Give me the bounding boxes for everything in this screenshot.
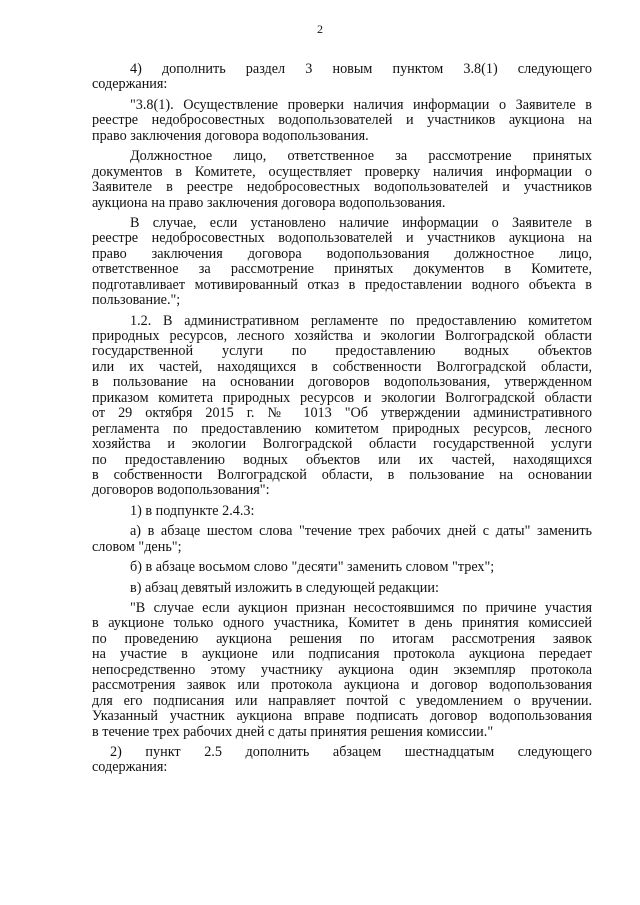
text-line: В случае, если установлено наличие информации о Заявителе в <box>130 214 592 231</box>
text-line: Заявителе в реестре недобросовестных водопользователей и участников <box>92 179 592 196</box>
text-line: 1) в подпункте 2.4.3: <box>130 502 255 519</box>
text-line: природных ресурсов, лесного хозяйства и экологии Волгоградской области <box>92 328 592 344</box>
text-line: в пользование на основании договоров водопользования, утвержденном <box>92 374 592 391</box>
paragraph <box>92 504 592 519</box>
text-line: в собственности Волгоградской области, в пользование на основании <box>92 466 592 483</box>
text-line: "В случае если аукцион признан несостоявшимся по причине участия <box>130 600 592 616</box>
text-line: б) в абзаце восьмом слово "десяти" заменить словом "трех"; <box>130 559 495 576</box>
text-line: реестре недобросовестных водопользователей и участников аукциона на <box>92 230 592 247</box>
text-line: содержания: <box>92 759 168 776</box>
text-line: в аукционе только одного участника, Комитет в день принятия комиссией <box>92 615 592 632</box>
text-line: Указанный участник аукциона вправе подписать договор водопользования <box>92 708 592 725</box>
text-line: от 29 октября 2015 г. № 1013 "Об утверждении административного <box>92 405 592 422</box>
text-line: на участие в аукционе или подписания протокола аукциона передает <box>92 646 592 663</box>
text-line: рассмотрения заявок или протокола аукциона и договор водопользования <box>92 677 592 694</box>
paragraph <box>92 745 592 776</box>
text-line: по проведению аукциона решения по итогам рассмотрения заявок <box>92 630 592 647</box>
text-line: пользование."; <box>92 292 181 309</box>
text-line: в) абзац девятый изложить в следующей редакции: <box>130 579 439 596</box>
paragraph <box>92 581 592 596</box>
text-line: подготавливает мотивированный отказ в предоставлении водного объекта в <box>92 276 592 293</box>
text-line: документов в Комитете, осуществляет проверку наличия информации о <box>92 163 592 180</box>
text-line: 1.2. В административном регламенте по предоставлению комитетом <box>130 312 592 329</box>
paragraph <box>92 149 592 211</box>
page-number: 2 <box>317 22 323 36</box>
paragraph <box>92 98 592 144</box>
paragraph <box>92 216 592 309</box>
paragraph <box>92 560 592 575</box>
text-line: по предоставлению водных объектов или их частей, находящихся <box>92 451 592 468</box>
text-line: право заключения договора водопользования должностное лицо, <box>92 245 592 262</box>
text-line: право заключения договора водопользования. <box>92 127 369 144</box>
text-line: регламента по предоставлению комитетом природных ресурсов, лесного <box>92 420 592 437</box>
text-line: государственной услуги по предоставлению водных объектов <box>92 343 592 360</box>
text-line: в течение трех рабочих дней с даты принятия решения комиссии." <box>92 723 494 740</box>
text-line: непосредственно этому участнику аукциона один экземпляр протокола <box>92 661 592 678</box>
text-line: договоров водопользования": <box>92 482 270 499</box>
text-line: а) в абзаце шестом слова "течение трех рабочих дней с даты" заменить <box>130 523 592 540</box>
document-body <box>92 62 592 776</box>
text-line: 2) пункт 2.5 дополнить абзацем шестнадцатым следующего <box>110 743 592 760</box>
text-line: хозяйства и экологии Волгоградской области государственной услуги <box>92 436 592 453</box>
text-line: "3.8(1). Осуществление проверки наличия информации о Заявителе в <box>130 96 592 113</box>
text-line: реестре недобросовестных водопользователей и участников аукциона на <box>92 112 592 129</box>
paragraph <box>92 601 592 740</box>
paragraph <box>92 62 592 93</box>
text-line: приказом комитета природных ресурсов и экологии Волгоградской области <box>92 389 592 406</box>
text-line: для его подписания или направляет почтой с уведомлением о вручении. <box>92 692 592 709</box>
text-line: 4) дополнить раздел 3 новым пунктом 3.8(1) следующего <box>130 61 592 77</box>
text-line: или их частей, находящихся в собственности Волгоградской области, <box>92 358 592 375</box>
paragraph <box>92 314 592 499</box>
text-line: аукциона на право заключения договора водопользования. <box>92 194 446 211</box>
text-line: ответственное за рассмотрение принятых документов в Комитете, <box>92 261 592 278</box>
text-line: содержания: <box>92 76 168 93</box>
text-line: словом "день"; <box>92 538 182 555</box>
paragraph <box>92 524 592 555</box>
text-line: Должностное лицо, ответственное за рассмотрение принятых <box>130 148 592 165</box>
